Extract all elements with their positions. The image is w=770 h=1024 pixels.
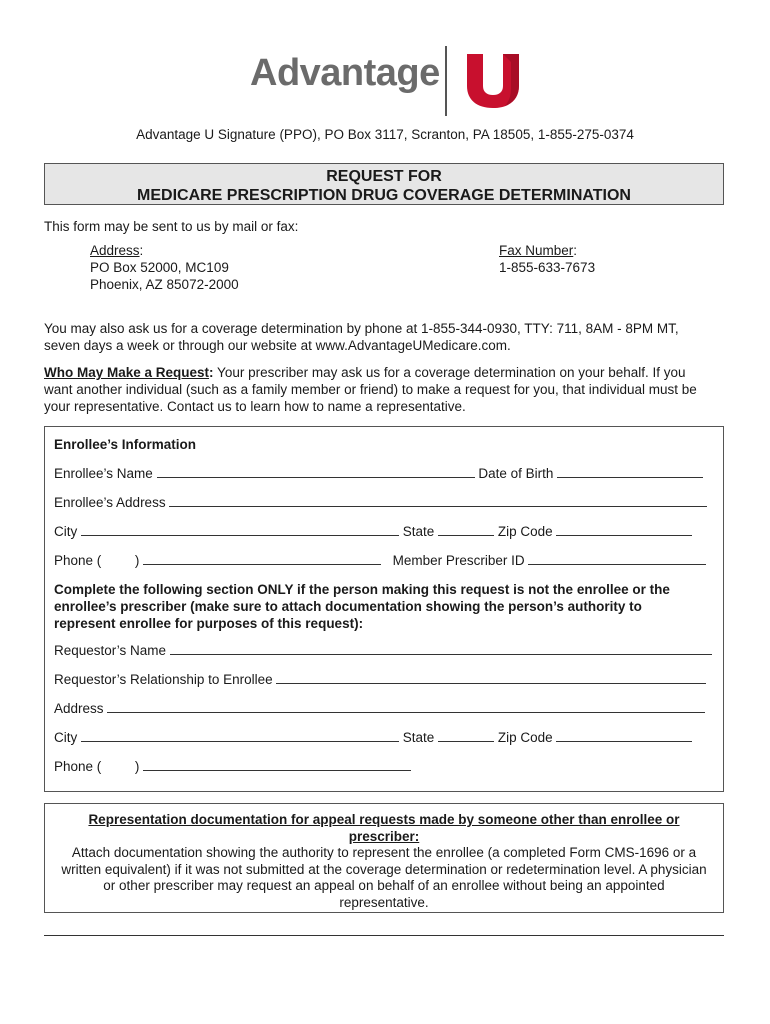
enrollee-state-field[interactable] (438, 523, 494, 536)
enrollee-address-row (54, 494, 707, 510)
requestor-city-label: City (54, 730, 78, 745)
requestor-name-row (54, 642, 712, 658)
requestor-phone-row (54, 758, 411, 774)
enrollee-address-label: Enrollee’s Address (54, 495, 166, 510)
fax-number: 1-855-633-7673 (499, 260, 596, 275)
fax-block: Fax Number: 1-855-633-7673 (499, 243, 596, 275)
intro-text: This form may be sent to us by mail or fax: (44, 219, 299, 234)
form-title (44, 163, 724, 205)
enrollee-phone-label: Phone ( (54, 553, 102, 568)
requestor-address-field[interactable] (107, 700, 705, 713)
requestor-city-row (54, 729, 692, 745)
logo-divider (445, 46, 447, 116)
logo-wordmark: Advantage (250, 52, 440, 94)
enrollee-zip-field[interactable] (556, 523, 692, 536)
enrollee-phone-field[interactable] (143, 552, 381, 565)
representation-body-line-1: Attach documentation showing the authority to represent the enrollee (a completed Form CMS-1696 or a (71, 845, 697, 860)
representation-body-line-3: or other prescriber may request an appeal on behalf of an enrollee without being an appointed (103, 878, 665, 893)
requestor-instruction-line-1: Complete the following section ONLY if the person making this request is not the enrollee or the (54, 582, 670, 597)
requestor-zip-label: Zip Code (497, 730, 553, 745)
requestor-state-label: State (402, 730, 435, 745)
bottom-divider (44, 935, 724, 936)
enrollee-state-label: State (402, 524, 435, 539)
who-may-request-label: Who May Make a Request (44, 365, 210, 380)
requestor-relationship-field[interactable] (276, 671, 706, 684)
representation-heading-line-1: Representation documentation for appeal requests made by someone other than enrollee or (88, 812, 680, 827)
requestor-address-label: Address (54, 701, 104, 716)
requestor-state-field[interactable] (438, 729, 494, 742)
enrollee-name-label: Enrollee’s Name (54, 466, 153, 481)
enrollee-phone-row (54, 552, 706, 568)
who-line-2: want another individual (such as a family member or friend) to make a request for you, that individual must be (44, 382, 697, 397)
member-prescriber-id-label: Member Prescriber ID (392, 553, 525, 568)
representation-section (44, 803, 724, 913)
enrollee-name-row (54, 465, 703, 481)
requestor-instruction-line-3: represent enrollee for purposes of this request): (54, 616, 364, 631)
requestor-phone-field[interactable] (143, 758, 411, 771)
logo-u-icon (465, 52, 521, 108)
representation-body-line-4: representative. (339, 894, 429, 910)
title-line-2: MEDICARE PRESCRIPTION DRUG COVERAGE DETERMINATION (137, 187, 631, 204)
requestor-relationship-label: Requestor’s Relationship to Enrollee (54, 672, 273, 687)
requestor-instruction-line-2: enrollee’s prescriber (make sure to attach documentation showing the person’s authority to (54, 599, 642, 614)
requestor-phone-label: Phone ( (54, 759, 102, 774)
phone-paragraph (44, 320, 734, 354)
address-label: Address (90, 243, 140, 258)
fax-label: Fax Number (499, 243, 574, 258)
representation-body-line-2: written equivalent) if it was not submitted at the coverage determination or redetermination level. A physician (61, 861, 707, 877)
representation-heading-line-2: prescriber: (348, 828, 420, 844)
requestor-instructions (54, 581, 719, 632)
date-of-birth-label: Date of Birth (478, 466, 554, 481)
phone-paragraph-line-1: You may also ask us for a coverage determination by phone at 1-855-344-0930, TTY: 711, 8AM - 8PM MT, (44, 321, 679, 336)
requestor-address-row (54, 700, 705, 716)
enrollee-heading: Enrollee’s Information (54, 437, 197, 452)
title-line-1: REQUEST FOR (326, 168, 442, 185)
who-line-3: your representative. Contact us to learn how to name a representative. (44, 399, 466, 414)
enrollee-zip-label: Zip Code (497, 524, 553, 539)
organization-contact-line: Advantage U Signature (PPO), PO Box 3117, Scranton, PA 18505, 1-855-275-0374 (136, 127, 634, 142)
address-line-2: Phoenix, AZ 85072-2000 (90, 277, 239, 292)
enrollee-name-field[interactable] (157, 465, 475, 478)
enrollee-address-field[interactable] (169, 494, 707, 507)
requestor-phone-close: ) (134, 759, 140, 774)
phone-paragraph-line-2: seven days a week or through our website at www.AdvantageUMedicare.com. (44, 338, 511, 353)
enrollee-city-field[interactable] (81, 523, 399, 536)
requestor-name-label: Requestor’s Name (54, 643, 167, 658)
address-line-1: PO Box 52000, MC109 (90, 260, 229, 275)
requestor-relationship-row (54, 671, 706, 687)
member-prescriber-id-field[interactable] (528, 552, 706, 565)
enrollee-phone-close: ) (134, 553, 140, 568)
enrollee-city-row (54, 523, 692, 539)
requestor-city-field[interactable] (81, 729, 399, 742)
requestor-name-field[interactable] (170, 642, 712, 655)
enrollee-city-label: City (54, 524, 78, 539)
date-of-birth-field[interactable] (557, 465, 703, 478)
mail-address-block: Address: PO Box 52000, MC109 Phoenix, AZ 85072-2000 (90, 243, 239, 292)
requestor-zip-field[interactable] (556, 729, 692, 742)
who-line-1: Your prescriber may ask us for a coverage determination on your behalf. If you (213, 365, 686, 380)
who-may-request-paragraph: Who May Make a Request: Your prescriber may ask us for a coverage determination on your behalf. If you want another individual (such as a family member or friend) to make a request for you, that individual must be your representative. Contact us to learn how to name a representative. (44, 364, 744, 415)
